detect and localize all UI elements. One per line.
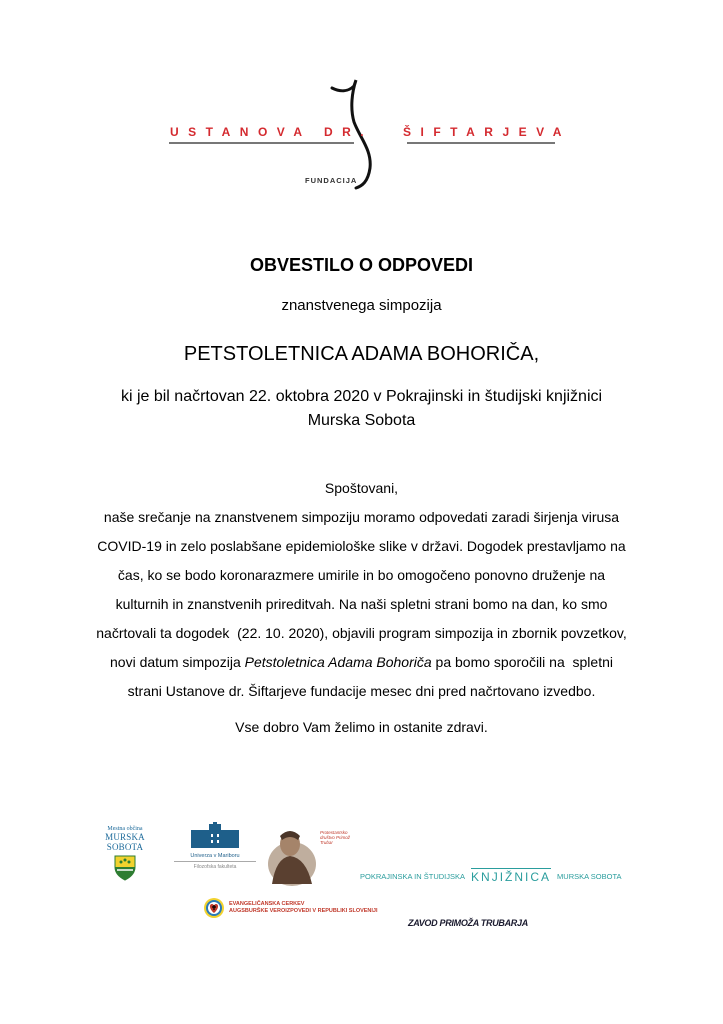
university-divider	[174, 861, 256, 862]
logo-subtext: FUNDACIJA	[305, 176, 358, 185]
body-line: naše srečanje na znanstvenem simpoziju moramo odpovedati zaradi širjenja virusa	[103, 509, 620, 525]
logo-text-left: USTANOVA DR.	[170, 125, 374, 139]
luther-rose-icon	[203, 897, 225, 919]
event-description-line: ki je bil načrtovan 22. oktobra 2020 v Pokrajinski in študijski knjižnici	[120, 388, 603, 405]
trubar-society-text: Protestantsko društvo Primož Trubar	[320, 830, 351, 845]
murska-sobota-logo	[94, 826, 156, 886]
event-name: PETSTOLETNICA ADAMA BOHORIČA,	[183, 343, 540, 365]
closing-line: Vse dobro Vam želimo in ostanite zdravi.	[235, 719, 488, 735]
body-line: COVID-19 in zelo poslabšane epidemiološke slike v državi. Dogodek prestavljamo na	[97, 538, 626, 554]
body-line: kulturnih in znanstvenih prireditvah. Na naši spletni strani bomo na dan, ko smo	[115, 596, 608, 612]
knjiznica-right-text: MURSKA SOBOTA	[557, 871, 622, 881]
ms-logo-small-text: Mestna občina	[107, 826, 143, 832]
evangelicanska-line: AUGSBURŠKE VEROIZPOVEDI V REPUBLIKI SLOVENIJI	[229, 908, 378, 914]
body-line: čas, ko se bodo koronarazmere umirile in bo omogočeno ponovno druženje na	[117, 567, 606, 583]
trubar-portrait-image	[266, 824, 318, 886]
body-line	[0, 648, 723, 677]
knjiznica-left-text: POKRAJINSKA IN ŠTUDIJSKA	[360, 871, 466, 881]
logo-text-right: ŠIFTARJEVA	[403, 125, 571, 139]
coat-of-arms-icon	[114, 855, 136, 881]
letter-body	[0, 474, 723, 706]
document-subtitle: znanstvenega simpozija	[281, 297, 442, 314]
greeting: Spoštovani,	[324, 480, 399, 496]
evangelicanska-cerkev-logo	[203, 897, 378, 919]
university-name: Univerza v Mariboru	[190, 853, 240, 859]
document-title: OBVESTILO O ODPOVEDI	[249, 255, 474, 275]
body-text: novi datum simpozija	[110, 654, 245, 670]
logo-underline-left	[169, 142, 354, 144]
event-description	[0, 385, 723, 433]
ms-logo-big-text: MURSKA SOBOTA	[105, 832, 145, 852]
evangelicanska-line: EVANGELIČANSKA CERKEV	[229, 901, 305, 907]
symposium-title-italic: Petstoletnica Adama Bohoriča	[244, 654, 432, 670]
event-description-line: Murska Sobota	[307, 412, 416, 429]
body-text: pa bomo sporočili na spletni	[431, 654, 613, 670]
body-line: strani Ustanove dr. Šiftarjeve fundacije mesec dni pred načrtovano izvedbo.	[127, 683, 596, 699]
header-logo	[0, 0, 723, 200]
knjiznica-logo	[360, 868, 622, 884]
faculty-name: Filozofska fakulteta	[193, 864, 237, 870]
knjiznica-center-text: KNJIŽNICA	[471, 870, 552, 884]
zavod-primoza-trubarja-logo: ZAVOD PRIMOŽA TRUBARJA	[408, 918, 528, 928]
univerza-maribor-logo	[174, 822, 256, 870]
university-building-icon	[191, 822, 239, 848]
logo-underline-right	[407, 142, 555, 144]
evangelicanska-text	[229, 901, 378, 915]
body-line: načrtovali ta dogodek (22. 10. 2020), objavili program simpozija in zbornik povzetkov,	[96, 625, 627, 641]
